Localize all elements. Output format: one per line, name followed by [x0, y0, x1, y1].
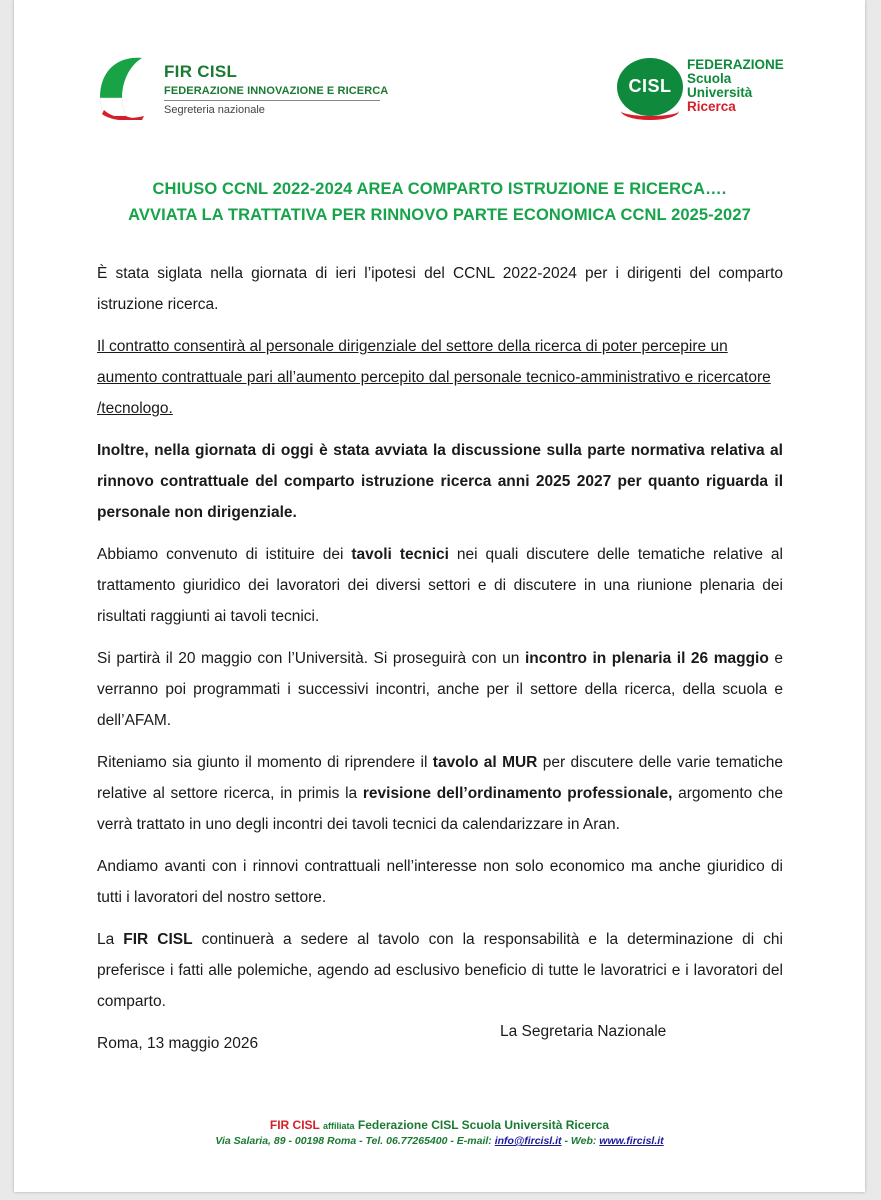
left-logo-name: FIR CISL — [164, 62, 238, 81]
p5-text: Si partirà il 20 maggio con l’Università. Si proseguirà con un — [97, 650, 525, 667]
p6-text-mid: per discutere delle varie tematiche relative al settore ricerca, in primis la — [97, 754, 783, 802]
left-logo-subtitle: FEDERAZIONE INNOVAZIONE E RICERCA — [164, 85, 389, 97]
document-body — [97, 258, 783, 1070]
fir-cisl-emblem-icon — [96, 52, 160, 120]
footer-line-1 — [14, 1118, 865, 1132]
cisl-red-arc — [621, 102, 679, 120]
p6-bold-1: tavolo al MUR — [432, 754, 538, 771]
footer-org: FIR CISL — [269, 1118, 320, 1132]
right-logo-text — [687, 58, 784, 114]
p5-bold: incontro in plenaria il 26 maggio — [524, 650, 769, 667]
p6-text: Riteniamo sia giunto il momento di riprendere il — [97, 754, 433, 771]
p6-bold-2: revisione dell’ordinamento professionale, — [362, 785, 673, 802]
p8-text: La — [97, 931, 124, 948]
document-date: Roma, 13 maggio 2026 — [97, 1035, 259, 1052]
paragraph-2: Il contratto consentirà al personale dirigenziale del settore della ricerca di poter percepire un aumento contrattuale pari all’aumento percepito dal personale tecnico-amministrativo e ricercatore /tecnologo. — [97, 338, 771, 417]
paragraph-6 — [97, 747, 783, 840]
paragraph-7: Andiamo avanti con i rinnovi contrattuali nell’interesse non solo economico ma anche giuridico di tutti i lavoratori del nostro settore. — [97, 858, 783, 906]
paragraph-3: Inoltre, nella giornata di oggi è stata avviata la discussione sulla parte normativa relativa al rinnovo contrattuale del comparto istruzione ricerca anni 2025 2027 per quanto riguarda il personale non dirigenziale. — [97, 442, 783, 521]
document-page — [14, 0, 865, 1192]
left-logo-tagline: Segreteria nazionale — [164, 104, 265, 116]
footer-address: Via Salaria, 89 - 00198 Roma - Tel. 06.77265400 - E-mail: — [215, 1135, 495, 1147]
p4-text-end: nei quali discutere delle tematiche relative al trattamento giuridico dei lavoratori dei diversi settori e di discutere in una riunione plenaria dei risultati raggiunti ai tavoli tecnici. — [97, 546, 783, 625]
fir-cisl-logo — [96, 52, 396, 124]
p4-bold: tavoli tecnici — [351, 546, 449, 563]
right-logo-line3: Università — [687, 85, 753, 100]
p8-bold: FIR CISL — [123, 931, 193, 948]
signature: La Segretaria Nazionale — [500, 1023, 667, 1040]
title-line-1: CHIUSO CCNL 2022-2024 AREA COMPARTO ISTRUZIONE E RICERCA…. — [152, 180, 727, 198]
p4-text: Abbiamo convenuto di istituire dei — [97, 546, 352, 563]
cisl-federazione-logo — [617, 56, 797, 122]
footer-federation: Federazione CISL Scuola Università Ricerca — [357, 1118, 610, 1132]
title-line-2: AVVIATA LA TRATTATIVA PER RINNOVO PARTE ECONOMICA CCNL 2025-2027 — [128, 206, 751, 224]
paragraph-8 — [97, 924, 783, 1017]
footer-web-label: - Web: — [561, 1135, 600, 1147]
footer-email-link[interactable]: info@fircisl.it — [494, 1135, 562, 1147]
document-title — [54, 176, 825, 228]
footer-affiliated: affiliata — [323, 1121, 355, 1131]
p8-text-end: continuerà a sedere al tavolo con la responsabilità e la determinazione di chi preferisce i fatti alle polemiche, agendo ad esclusivo beneficio di tutte le lavoratrici e i lavoratori del comparto. — [97, 931, 783, 1010]
paragraph-1: È stata siglata nella giornata di ieri l’ipotesi del CCNL 2022-2024 per i dirigenti del comparto istruzione ricerca. — [97, 265, 783, 313]
left-logo-divider — [164, 100, 380, 101]
p5-text-end: e verranno poi programmati i successivi incontri, anche per il settore della ricerca, della scuola e dell’AFAM. — [97, 650, 783, 729]
right-logo-line2: Scuola — [687, 71, 732, 86]
paragraph-5 — [97, 643, 783, 736]
p6-text-end: argomento che verrà trattato in uno degli incontri dei tavoli tecnici da calendarizzare in Aran. — [97, 785, 783, 833]
footer-line-2 — [14, 1135, 865, 1147]
right-logo-line1: FEDERAZIONE — [687, 57, 784, 72]
paragraph-4 — [97, 539, 783, 632]
cisl-mark: CISL — [628, 76, 672, 96]
footer-web-link[interactable]: www.fircisl.it — [599, 1135, 664, 1147]
right-logo-line4: Ricerca — [687, 99, 736, 114]
footer — [14, 1118, 865, 1147]
